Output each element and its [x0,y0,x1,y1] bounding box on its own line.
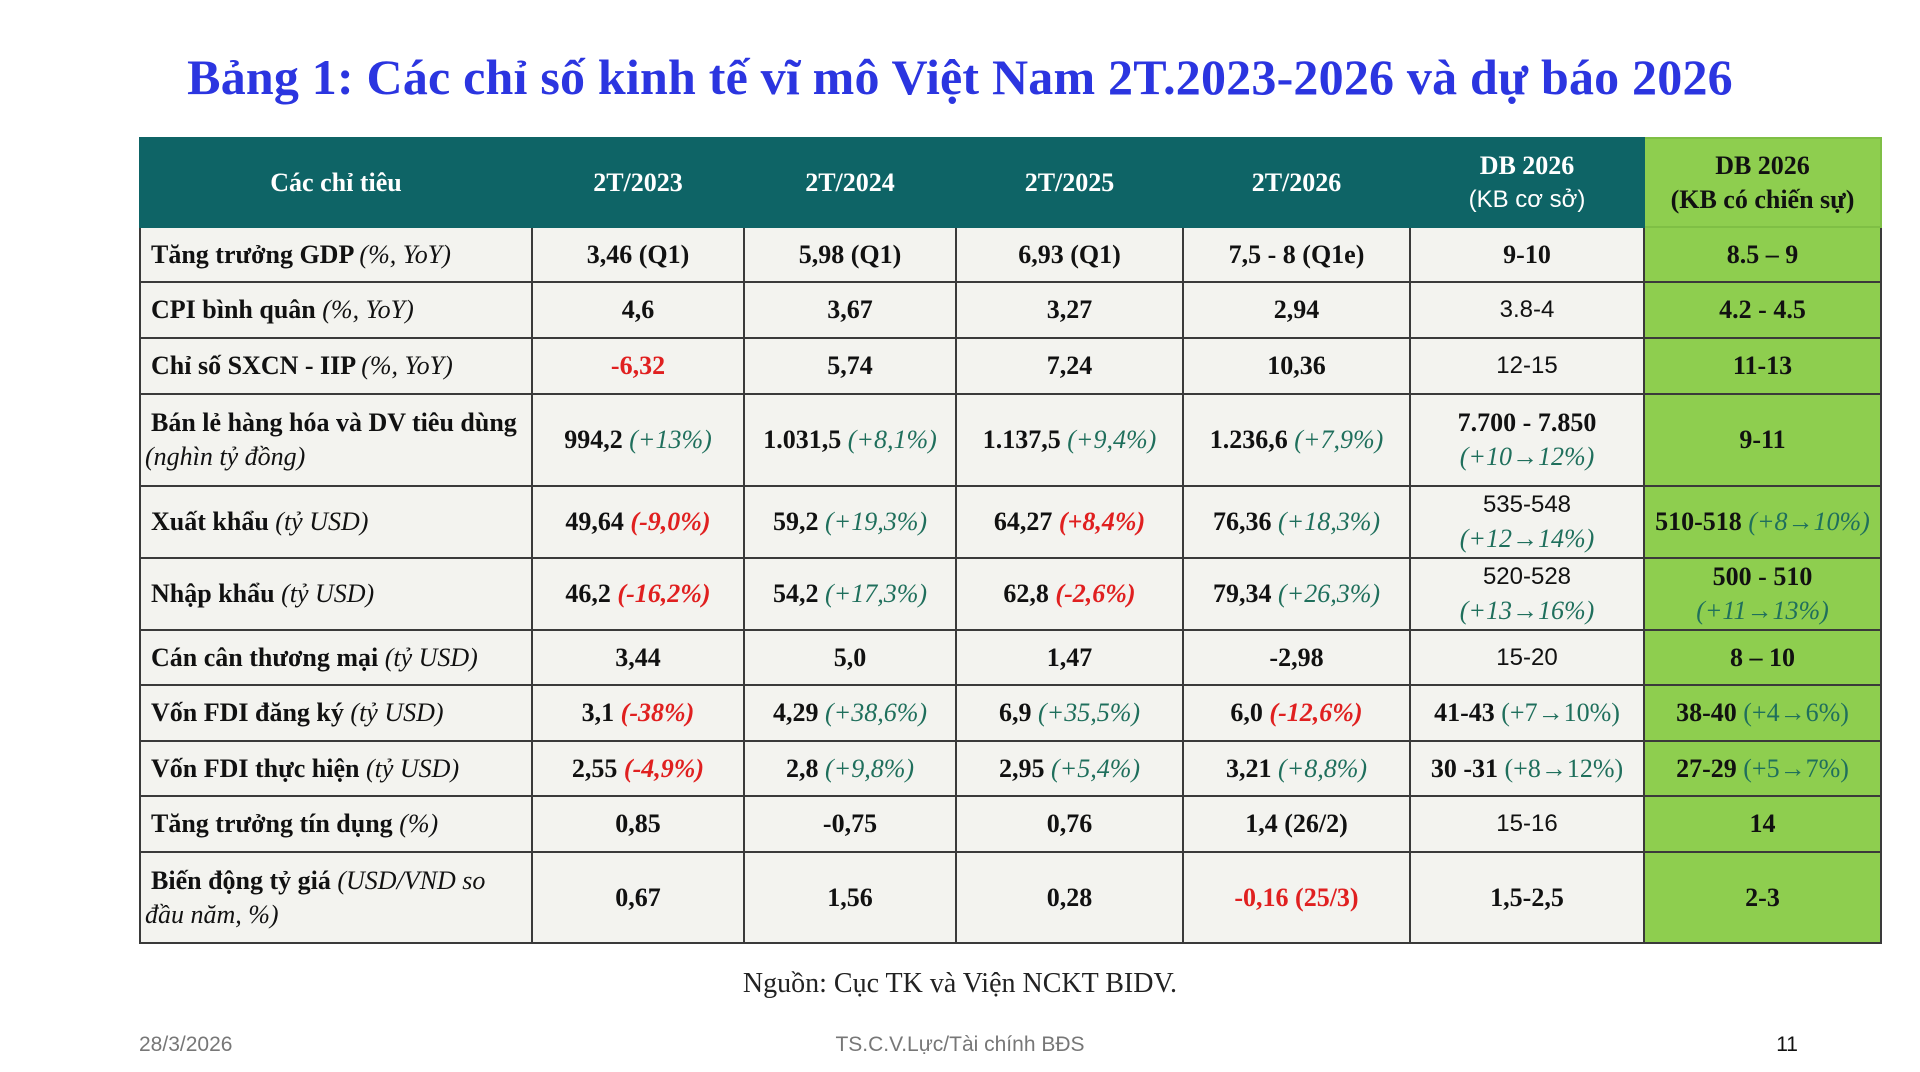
cell-2t2025: 3,27 [956,282,1183,338]
cell-forecast-base: 15-20 [1410,630,1644,685]
source-note: Nguồn: Cục TK và Viện NCKT BIDV. [742,968,1178,999]
cell-forecast-base: 535-548 (+12→14%) [1410,486,1644,558]
row-label: Chỉ số SXCN - IIP (%, YoY) [140,338,532,394]
cell-forecast-base: 520-528 (+13→16%) [1410,558,1644,630]
header-forecast-war [1644,138,1881,227]
cell-2t2025: 7,24 [956,338,1183,394]
header-forecast-war-scenario: (KB có chiến sự) [1670,184,1855,214]
row-label: Tăng trưởng GDP (%, YoY) [140,227,532,282]
cell-2t2025: 64,27 (+8,4%) [956,486,1183,558]
cell-2t2026: 1.236,6 (+7,9%) [1183,394,1410,486]
header-2t2023: 2T/2023 [532,138,744,227]
cell-2t2023: 2,55 (-4,9%) [532,741,744,796]
cell-2t2024: 4,29 (+38,6%) [744,685,956,741]
cell-2t2023: 994,2 (+13%) [532,394,744,486]
table-row [140,394,1881,486]
cell-2t2025: 2,95 (+5,4%) [956,741,1183,796]
cell-2t2026: 76,36 (+18,3%) [1183,486,1410,558]
cell-forecast-war: 14 [1644,796,1881,852]
cell-2t2023: 3,44 [532,630,744,685]
table-row [140,852,1881,943]
cell-2t2026: 10,36 [1183,338,1410,394]
cell-2t2026: -0,16 (25/3) [1183,852,1410,943]
header-2t2025: 2T/2025 [956,138,1183,227]
table-row [140,338,1881,394]
cell-forecast-base: 41-43 (+7→10%) [1410,685,1644,741]
cell-forecast-war: 11-13 [1644,338,1881,394]
row-label: Vốn FDI thực hiện (tỷ USD) [140,741,532,796]
table-row [140,796,1881,852]
cell-2t2024: 54,2 (+17,3%) [744,558,956,630]
table-row [140,282,1881,338]
row-label: CPI bình quân (%, YoY) [140,282,532,338]
table-row [140,558,1881,630]
footer-date: 28/3/2026 [139,1033,233,1056]
header-forecast-war-title: DB 2026 [1715,150,1810,180]
cell-2t2026: 3,21 (+8,8%) [1183,741,1410,796]
cell-2t2023: 46,2 (-16,2%) [532,558,744,630]
header-forecast-base-title: DB 2026 [1479,150,1575,180]
header-forecast-base [1410,138,1644,227]
row-label: Xuất khẩu (tỷ USD) [140,486,532,558]
cell-forecast-war: 8.5 – 9 [1644,227,1881,282]
header-2t2026: 2T/2026 [1183,138,1410,227]
cell-forecast-war: 8 – 10 [1644,630,1881,685]
table-row [140,227,1881,282]
table-row [140,685,1881,741]
footer-page-number: 11 [1776,1033,1798,1056]
cell-forecast-base: 15-16 [1410,796,1644,852]
cell-2t2023: 3,46 (Q1) [532,227,744,282]
cell-forecast-base: 30 -31 (+8→12%) [1410,741,1644,796]
row-label: Tăng trưởng tín dụng (%) [140,796,532,852]
cell-forecast-base: 9-10 [1410,227,1644,282]
table-row [140,486,1881,558]
cell-forecast-war: 27-29 (+5→7%) [1644,741,1881,796]
cell-2t2024: 2,8 (+9,8%) [744,741,956,796]
header-2t2024: 2T/2024 [744,138,956,227]
row-label: Biến động tỷ giá (USD/VND so đầu năm, %) [140,852,532,943]
cell-2t2026: 6,0 (-12,6%) [1183,685,1410,741]
cell-2t2025: 62,8 (-2,6%) [956,558,1183,630]
cell-2t2024: 5,74 [744,338,956,394]
cell-2t2023: 3,1 (-38%) [532,685,744,741]
cell-forecast-base: 1,5-2,5 [1410,852,1644,943]
row-label: Bán lẻ hàng hóa và DV tiêu dùng (nghìn tỷ đồng) [140,394,532,486]
cell-2t2024: 1,56 [744,852,956,943]
cell-2t2025: 6,93 (Q1) [956,227,1183,282]
cell-2t2024: 59,2 (+19,3%) [744,486,956,558]
row-label: Nhập khẩu (tỷ USD) [140,558,532,630]
cell-2t2024: 5,98 (Q1) [744,227,956,282]
header-indicators: Các chỉ tiêu [140,138,532,227]
header-forecast-base-scenario: (KB cơ sở) [1468,185,1586,213]
cell-2t2025: 0,76 [956,796,1183,852]
cell-2t2023: 0,85 [532,796,744,852]
page-title: Bảng 1: Các chỉ số kinh tế vĩ mô Việt Nam 2T.2023-2026 và dự báo 2026 [187,49,1733,105]
table-header-row [140,138,1881,227]
row-label: Vốn FDI đăng ký (tỷ USD) [140,685,532,741]
cell-forecast-war: 500 - 510 (+11→13%) [1644,558,1881,630]
cell-2t2025: 1,47 [956,630,1183,685]
cell-forecast-war: 510-518 (+8→10%) [1644,486,1881,558]
cell-forecast-war: 2-3 [1644,852,1881,943]
cell-2t2024: 1.031,5 (+8,1%) [744,394,956,486]
row-label: Cán cân thương mại (tỷ USD) [140,630,532,685]
cell-2t2025: 6,9 (+35,5%) [956,685,1183,741]
cell-2t2023: 49,64 (-9,0%) [532,486,744,558]
cell-2t2023: -6,32 [532,338,744,394]
footer-author: TS.C.V.Lực/Tài chính BĐS [835,1033,1085,1056]
table-row [140,741,1881,796]
table-row [140,630,1881,685]
cell-2t2024: -0,75 [744,796,956,852]
cell-2t2026: 7,5 - 8 (Q1e) [1183,227,1410,282]
cell-forecast-war: 38-40 (+4→6%) [1644,685,1881,741]
cell-forecast-base: 12-15 [1410,338,1644,394]
cell-2t2025: 1.137,5 (+9,4%) [956,394,1183,486]
cell-forecast-war: 9-11 [1644,394,1881,486]
cell-2t2024: 3,67 [744,282,956,338]
cell-2t2025: 0,28 [956,852,1183,943]
cell-forecast-base: 3.8-4 [1410,282,1644,338]
cell-2t2026: 2,94 [1183,282,1410,338]
cell-2t2023: 4,6 [532,282,744,338]
macro-indicators-table [139,137,1882,944]
cell-2t2023: 0,67 [532,852,744,943]
cell-forecast-war: 4.2 - 4.5 [1644,282,1881,338]
cell-2t2024: 5,0 [744,630,956,685]
cell-2t2026: 1,4 (26/2) [1183,796,1410,852]
cell-forecast-base: 7.700 - 7.850 (+10→12%) [1410,394,1644,486]
cell-2t2026: -2,98 [1183,630,1410,685]
cell-2t2026: 79,34 (+26,3%) [1183,558,1410,630]
